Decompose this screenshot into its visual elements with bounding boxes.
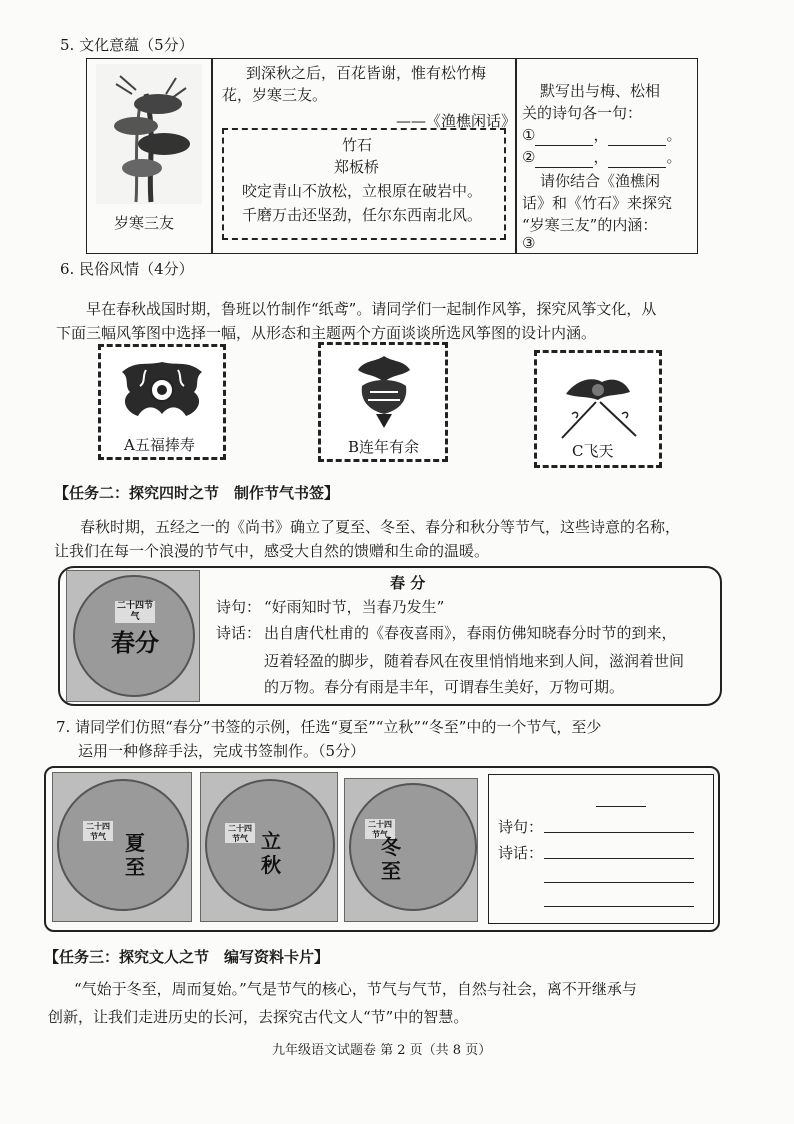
answer-talk-line[interactable] bbox=[544, 906, 694, 907]
q6-para-line-2: 下面三幅风筝图中选择一幅，从形态和主题两个方面谈谈所选风筝图的设计内涵。 bbox=[56, 324, 597, 342]
task3-para-line-1: “气始于冬至，周而复始。”气是节气的核心，节气与气节，自然与社会，离不开继承与 bbox=[74, 980, 637, 998]
answer-poem-line[interactable] bbox=[544, 832, 694, 833]
page-footer: 九年级语文试题卷 第 2 页（共 8 页） bbox=[272, 1043, 492, 1058]
q6-title: 6. 民俗风情（4分） bbox=[60, 260, 194, 278]
kite-label-a: A五福捧寿 bbox=[124, 436, 195, 454]
painting-caption: 岁寒三友 bbox=[114, 214, 175, 232]
task-line-2: 关的诗句各一句： bbox=[522, 104, 643, 122]
poem-text: “好雨知时节，当春乃发生” bbox=[264, 598, 445, 616]
summer-solstice-seal-image: 二十四节气 夏至 bbox=[52, 772, 192, 922]
blank-3[interactable]: ③ bbox=[522, 232, 675, 254]
kite-fish-lotus-icon bbox=[346, 352, 422, 432]
poem-line-2: 千磨万击还坚劲，任尔东西南北风。 bbox=[242, 206, 483, 224]
poem-author: 郑板桥 bbox=[334, 158, 380, 176]
quote-line-1: 到深秋之后，百花皆谢，惟有松竹梅 bbox=[246, 64, 487, 82]
q7-title-line-2: 运用一种修辞手法，完成书签制作。（5分） bbox=[78, 742, 366, 760]
task-line-5: “岁寒三友”的内涵： bbox=[522, 216, 658, 234]
poem-line-1: 咬定青山不放松，立根原在破岩中。 bbox=[242, 182, 483, 200]
answer-talk-label: 诗话： bbox=[498, 844, 544, 862]
task2-para-line-2: 让我们在每一个浪漫的节气中，感受大自然的馈赠和生命的温暖。 bbox=[54, 542, 490, 560]
task2-heading: 【任务二：探究四时之节 制作节气书签】 bbox=[54, 484, 340, 502]
kite-bat-icon bbox=[116, 356, 208, 426]
quote-source: ——《渔樵闲话》 bbox=[396, 112, 517, 130]
table-divider bbox=[515, 58, 517, 254]
winter-solstice-seal-image: 二十四节气 冬至 bbox=[344, 778, 478, 922]
kite-label-c: C飞天 bbox=[572, 442, 614, 460]
title-blank[interactable] bbox=[596, 806, 646, 807]
kite-flying-apsara-icon bbox=[552, 360, 644, 440]
task-line-3: 请你结合《渔樵闲 bbox=[540, 172, 661, 190]
q6-para-line-1: 早在春秋战国时期，鲁班以竹制作“纸鸢”。请同学们一起制作风筝，探究风筝文化，从 bbox=[86, 300, 657, 318]
answer-poem-label: 诗句： bbox=[498, 818, 544, 836]
talk-line-3: 的万物。春分有雨是丰年，可谓春生美好，万物可期。 bbox=[264, 678, 625, 696]
quote-line-2: 花，岁寒三友。 bbox=[222, 86, 328, 104]
answer-talk-line[interactable] bbox=[544, 882, 694, 883]
q5-title: 5. 文化意蕴（5分） bbox=[60, 36, 194, 54]
table-divider bbox=[211, 58, 213, 254]
blank-1[interactable]: ① ， 。 bbox=[522, 126, 682, 144]
task3-heading: 【任务三：探究文人之节 编写资料卡片】 bbox=[44, 948, 330, 966]
start-of-autumn-seal-image: 二十四节气 立秋 bbox=[200, 772, 338, 922]
poem-label: 诗句： bbox=[216, 598, 262, 616]
kite-label-b: B连年有余 bbox=[348, 438, 420, 456]
talk-label: 诗话： bbox=[216, 624, 262, 642]
q7-title-line-1: 7. 请同学们仿照“春分”书签的示例，任选“夏至”“立秋”“冬至”中的一个节气，至少 bbox=[56, 718, 602, 736]
pine-bamboo-painting bbox=[96, 64, 202, 204]
talk-line-2: 迈着轻盈的脚步，随着春风在夜里悄悄地来到人间，滋润着世间 bbox=[264, 652, 685, 670]
task2-para-line-1: 春秋时期，五经之一的《尚书》确立了夏至、冬至、春分和秋分等节气，这些诗意的名称， bbox=[80, 518, 681, 536]
spring-equinox-seal-image: 二十四节气 春分 bbox=[66, 570, 200, 702]
answer-talk-line[interactable] bbox=[544, 858, 694, 859]
task3-para-line-2: 创新，让我们走进历史的长河，去探究古代文人“节”中的智慧。 bbox=[48, 1008, 469, 1026]
card-title: 春 分 bbox=[390, 574, 426, 592]
poem-title: 竹石 bbox=[342, 136, 373, 154]
task-line-1: 默写出与梅、松相 bbox=[540, 82, 661, 100]
task-line-4: 话》和《竹石》来探究 bbox=[522, 194, 673, 212]
blank-2[interactable]: ② ， 。 bbox=[522, 148, 682, 166]
talk-line-1: 出自唐代杜甫的《春夜喜雨》，春雨仿佛知晓春分时节的到来， bbox=[264, 624, 677, 642]
